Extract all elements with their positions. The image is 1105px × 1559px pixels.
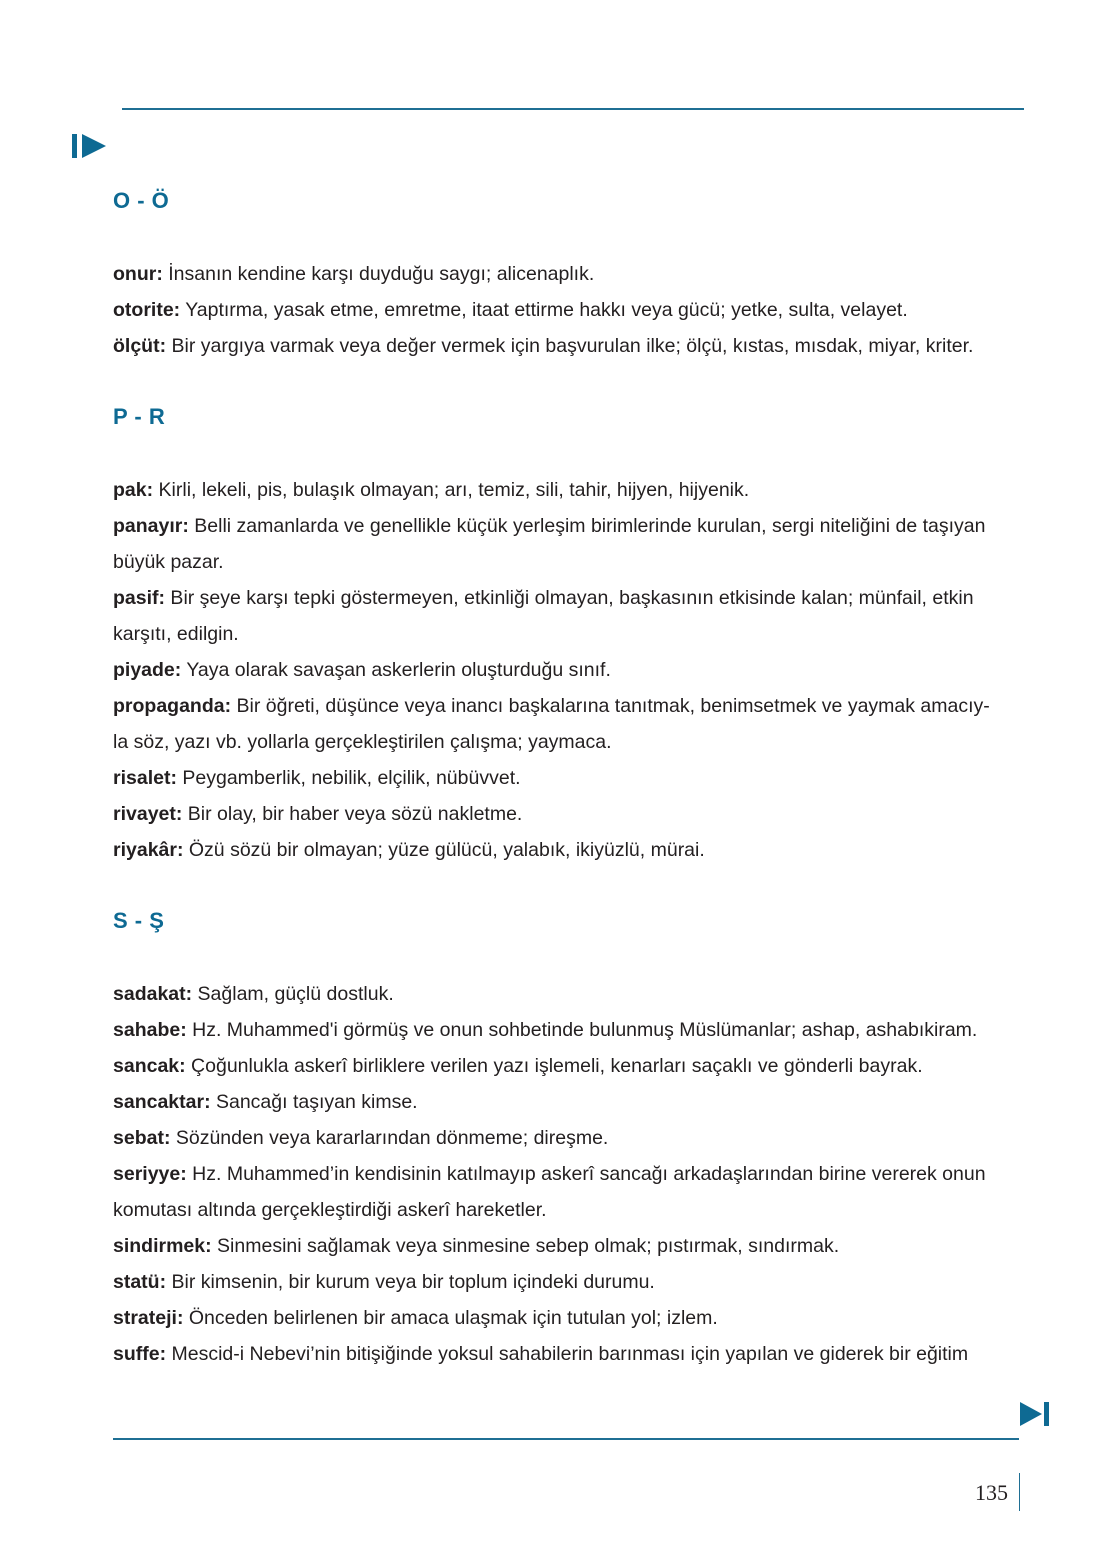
glossary-entry — [113, 328, 1053, 364]
entry-definition: Peygamberlik, nebilik, elçilik, nübüvvet. — [176, 767, 521, 789]
entry-term: riyakâr: — [113, 839, 184, 861]
entry-definition: Belli zamanlarda ve genellikle küçük yerleşim birimlerinde kurulan, sergi niteliğini de taşıyan — [188, 515, 986, 537]
entry-definition: Kirli, lekeli, pis, bulaşık olmayan; arı, temiz, sili, tahir, hijyen, hijyenik. — [153, 479, 750, 501]
glossary-section — [113, 399, 1053, 868]
entry-term: rivayet: — [113, 803, 183, 825]
glossary-entry — [113, 796, 1053, 832]
entry-line — [113, 688, 1053, 724]
entry-definition: Bir kimsenin, bir kurum veya bir toplum içindeki durumu. — [166, 1271, 655, 1293]
entry-term: sancak: — [113, 1055, 186, 1077]
entry-line — [113, 724, 1053, 760]
glossary-entry — [113, 976, 1053, 1012]
entry-term: ölçüt: — [113, 335, 167, 357]
entry-line — [113, 1012, 1053, 1048]
entry-definition: Önceden belirlenen bir amaca ulaşmak için tutulan yol; izlem. — [183, 1307, 718, 1329]
glossary-content — [113, 183, 1053, 1372]
glossary-section — [113, 903, 1053, 1372]
entry-term: onur: — [113, 263, 163, 285]
glossary-entry — [113, 508, 1053, 580]
entry-definition: Bir olay, bir haber veya sözü nakletme. — [182, 803, 523, 825]
glossary-entry — [113, 1228, 1053, 1264]
section-end-icon — [1020, 1402, 1050, 1426]
glossary-entry — [113, 1012, 1053, 1048]
entry-line — [113, 580, 1053, 616]
entry-definition: Sancağı taşıyan kimse. — [210, 1091, 418, 1113]
entry-term: statü: — [113, 1271, 167, 1293]
entry-line — [113, 1336, 1053, 1372]
entry-term: sadakat: — [113, 983, 193, 1005]
entry-term: risalet: — [113, 767, 177, 789]
entry-line — [113, 508, 1053, 544]
entry-definition: Sağlam, güçlü dostluk. — [192, 983, 394, 1005]
entry-definition: İnsanın kendine karşı duyduğu saygı; alicenaplık. — [162, 263, 595, 285]
entry-definition: Sinmesini sağlamak veya sinmesine sebep olmak; pıstırmak, sındırmak. — [211, 1235, 840, 1257]
top-rule — [122, 108, 1024, 110]
entry-line — [113, 1156, 1053, 1192]
entry-definition: Hz. Muhammed’in kendisinin katılmayıp askerî sancağı arkadaşlarından birine vererek onun — [186, 1163, 986, 1185]
entry-line — [113, 1300, 1053, 1336]
entry-definition: Mescid-i Nebevi’nin bitişiğinde yoksul sahabilerin barınması için yapılan ve giderek bir eğitim — [166, 1343, 969, 1365]
entry-line — [113, 544, 1053, 580]
glossary-entry — [113, 760, 1053, 796]
entry-line — [113, 472, 1053, 508]
glossary-section — [113, 183, 1053, 364]
entry-line — [113, 976, 1053, 1012]
entry-line — [113, 1192, 1053, 1228]
entry-term: sancaktar: — [113, 1091, 211, 1113]
entry-line — [113, 256, 1053, 292]
entry-term: suffe: — [113, 1343, 167, 1365]
page-number-divider — [1019, 1473, 1020, 1511]
glossary-entry — [113, 832, 1053, 868]
entry-term: pak: — [113, 479, 154, 501]
glossary-entry — [113, 580, 1053, 652]
entry-definition: Bir yargıya varmak veya değer vermek için başvurulan ilke; ölçü, kıstas, mısdak, miyar, kriter. — [166, 335, 974, 357]
entry-definition: Özü sözü bir olmayan; yüze gülücü, yalabık, ikiyüzlü, mürai. — [183, 839, 705, 861]
entry-definition: Yaya olarak savaşan askerlerin oluşturduğu sınıf. — [181, 659, 611, 681]
entry-definition: la söz, yazı vb. yollarla gerçekleştirilen çalışma; yaymaca. — [113, 731, 612, 753]
section-start-icon — [72, 134, 106, 158]
entry-term: strateji: — [113, 1307, 184, 1329]
entry-term: sahabe: — [113, 1019, 187, 1041]
entry-line — [113, 796, 1053, 832]
entry-line — [113, 1120, 1053, 1156]
glossary-entry — [113, 688, 1053, 760]
glossary-entry — [113, 1300, 1053, 1336]
entry-line — [113, 1228, 1053, 1264]
entry-line — [113, 652, 1053, 688]
entry-definition: büyük pazar. — [113, 551, 224, 573]
entry-term: propaganda: — [113, 695, 232, 717]
glossary-entry — [113, 1048, 1053, 1084]
entry-term: sindirmek: — [113, 1235, 212, 1257]
entry-term: otorite: — [113, 299, 181, 321]
entry-term: panayır: — [113, 515, 189, 537]
glossary-entry — [113, 1120, 1053, 1156]
glossary-entry — [113, 1156, 1053, 1228]
bottom-rule — [113, 1438, 1019, 1440]
glossary-entry — [113, 1264, 1053, 1300]
entry-definition: Hz. Muhammed'i görmüş ve onun sohbetinde bulunmuş Müslümanlar; ashap, ashabıkiram. — [186, 1019, 978, 1041]
glossary-entry — [113, 256, 1053, 292]
entry-line — [113, 328, 1053, 364]
entry-definition: Çoğunlukla askerî birliklere verilen yazı işlemeli, kenarları saçaklı ve gönderli bayrak. — [185, 1055, 923, 1077]
entry-line — [113, 292, 1053, 328]
page-number: 135 — [975, 1480, 1008, 1505]
entry-line — [113, 616, 1053, 652]
entry-line — [113, 1084, 1053, 1120]
entry-term: sebat: — [113, 1127, 171, 1149]
glossary-entry — [113, 292, 1053, 328]
entry-line — [113, 760, 1053, 796]
glossary-entry — [113, 1084, 1053, 1120]
section-heading: O - Ö — [113, 188, 170, 213]
glossary-entry — [113, 1336, 1053, 1372]
glossary-entry — [113, 652, 1053, 688]
entry-definition: Bir öğreti, düşünce veya inancı başkalarına tanıtmak, benimsetmek ve yaymak amacıy- — [231, 695, 990, 717]
section-heading: P - R — [113, 404, 166, 429]
entry-definition: Bir şeye karşı tepki göstermeyen, etkinliği olmayan, başkasının etkisinde kalan; münfail, etkin — [165, 587, 974, 609]
entry-definition: komutası altında gerçekleştirdiği askerî hareketler. — [113, 1199, 547, 1221]
entry-term: seriyye: — [113, 1163, 187, 1185]
entry-definition: Sözünden veya kararlarından dönmeme; direşme. — [170, 1127, 609, 1149]
section-heading: S - Ş — [113, 908, 165, 933]
entry-term: piyade: — [113, 659, 182, 681]
glossary-entry — [113, 472, 1053, 508]
entry-term: pasif: — [113, 587, 166, 609]
entry-line — [113, 832, 1053, 868]
entry-definition: karşıtı, edilgin. — [113, 623, 239, 645]
entry-definition: Yaptırma, yasak etme, emretme, itaat ettirme hakkı veya gücü; yetke, sulta, velayet. — [180, 299, 908, 321]
entry-line — [113, 1048, 1053, 1084]
entry-line — [113, 1264, 1053, 1300]
